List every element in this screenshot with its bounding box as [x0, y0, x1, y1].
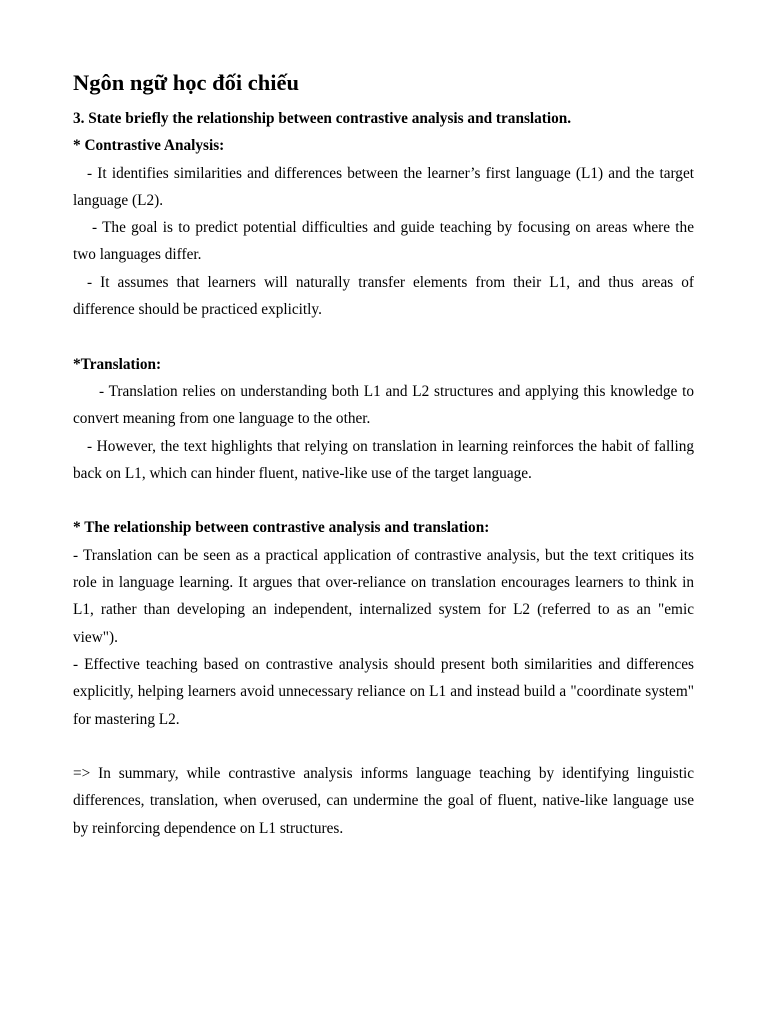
translation-point: - However, the text highlights that relying on translation in learning reinforces the habit of falling back on L1, which can hinder fluent, native-like use of the target language.: [73, 437, 694, 482]
paragraph-spacer: [73, 323, 694, 350]
relationship-point: - Effective teaching based on contrastive analysis should present both similarities and differences explicitly, helping learners avoid unnecessary reliance on L1 and instead build a "coordinate system" for mastering L2.: [73, 655, 694, 728]
paragraph-spacer: [73, 733, 694, 760]
document-body: [73, 64, 694, 842]
summary-paragraph: => In summary, while contrastive analysis informs language teaching by identifying linguistic differences, translation, when overused, can undermine the goal of fluent, native-like language use by reinforcing dependence on L1 structures.: [73, 765, 694, 837]
contrastive-point: - It identifies similarities and differences between the learner’s first language (L1) and the target language (L2).: [73, 164, 694, 209]
contrastive-analysis-heading: * Contrastive Analysis:: [73, 137, 225, 155]
document-title: Ngôn ngữ học đối chiếu: [73, 70, 300, 95]
question-heading: 3. State briefly the relationship between contrastive analysis and translation.: [73, 110, 572, 127]
relationship-point: - Translation can be seen as a practical application of contrastive analysis, but the text critiques its role in language learning. It argues that over-reliance on translation encourages learners to think in L1, rather than developing an independent, internalized system for L2 (referred to as an "emic view").: [73, 546, 694, 646]
contrastive-point: - It assumes that learners will naturally transfer elements from their L1, and thus areas of difference should be practiced explicitly.: [73, 273, 694, 319]
translation-heading: *Translation:: [73, 355, 162, 373]
relationship-heading: * The relationship between contrastive analysis and translation:: [73, 519, 490, 537]
translation-point: - Translation relies on understanding both L1 and L2 structures and applying this knowledge to convert meaning from one language to the other.: [73, 382, 694, 428]
contrastive-point: - The goal is to predict potential difficulties and guide teaching by focusing on areas where the two languages differ.: [73, 219, 694, 264]
paragraph-spacer: [73, 487, 694, 514]
